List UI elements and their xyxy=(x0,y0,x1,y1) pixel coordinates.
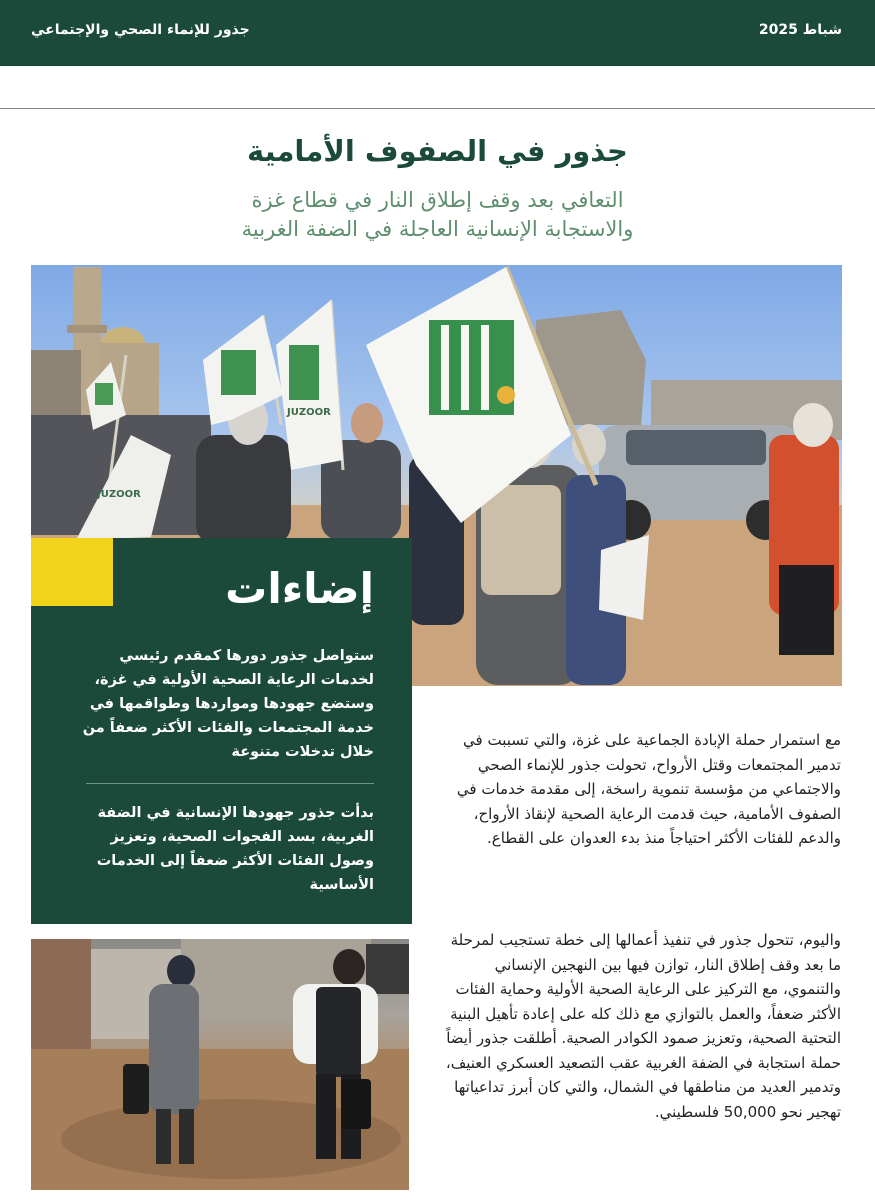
body-paragraph-1: مع استمرار حملة الإبادة الجماعية على غزة، والتي تسببت في تدمير المجتمعات وقتل الأرواح، تحولت جذور للإنماء الصحي والاجتماعي من مؤسسة تنموية راسخة، إلى مقدمة خدمات في الصفوف الأمامية، حيث قدمت الرعاية الصحية لإنقاذ الأرواح، والدعم للفئات الأكثر احتياجاً منذ بدء العدوان على القطاع. xyxy=(456,731,841,847)
top-header-bar xyxy=(0,0,875,66)
body-paragraph-2: واليوم، تتحول جذور في تنفيذ أعمالها إلى خطة تستجيب لمرحلة ما بعد وقف إطلاق النار، توازن فيها بين النهجين الإنساني والتنموي، مع التركيز على الرعاية الصحية الأولية وحماية الفئات الأكثر ضعفاً، والعمل بالتوازي مع ذلك كله على إعادة تأهيل البنية التحتية الصحية، وتعزيز صمود الكوادر الصحية. أطلقت جذور أيضاً حملة استجابة في الضفة الغربية عقب التصعيد العسكري العنيف، وتدمير العديد من مناطقها في الشمال، والتي كان أبرز تداعياتها تهجير نحو 50,000 فلسطيني. xyxy=(445,931,841,1121)
flag-brand-text-1: JUZOOR xyxy=(287,407,331,418)
article-title: جذور في الصفوف الأمامية xyxy=(247,134,628,168)
highlights-divider xyxy=(86,783,374,784)
subtitle-line-2: والاستجابة الإنسانية العاجلة في الضفة الغربية xyxy=(241,217,634,241)
yellow-accent-block xyxy=(31,538,113,606)
issue-date: شباط 2025 xyxy=(758,22,842,38)
highlights-heading: إضاءات xyxy=(225,564,374,613)
photo-women-walking-camp xyxy=(31,939,409,1190)
subtitle-line-1: التعافي بعد وقف إطلاق النار في قطاع غزة xyxy=(251,188,624,212)
highlight-point-2: بدأت جذور جهودها الإنسانية في الضفة الغربية، بسد الفجوات الصحية، وتعزيز وصول الفئات الأكثر ضعفاً إلى الخدمات الأساسية xyxy=(96,805,374,893)
header-divider xyxy=(0,108,875,109)
second-photo-illustration xyxy=(31,939,409,1190)
article-subtitle xyxy=(0,186,875,244)
flag-brand-text-2: JUZOOR xyxy=(97,489,141,500)
highlight-point-1: ستواصل جذور دورها كمقدم رئيسي لخدمات الرعاية الصحية الأولية في غزة، وستضع جهودها ومواردها وطواقمها في خدمة المجتمعات والفئات الأكثر ضعفاً من خلال تدخلات متنوعة xyxy=(82,648,374,760)
organization-name: جذور للإنماء الصحي والإجتماعي xyxy=(31,22,250,38)
